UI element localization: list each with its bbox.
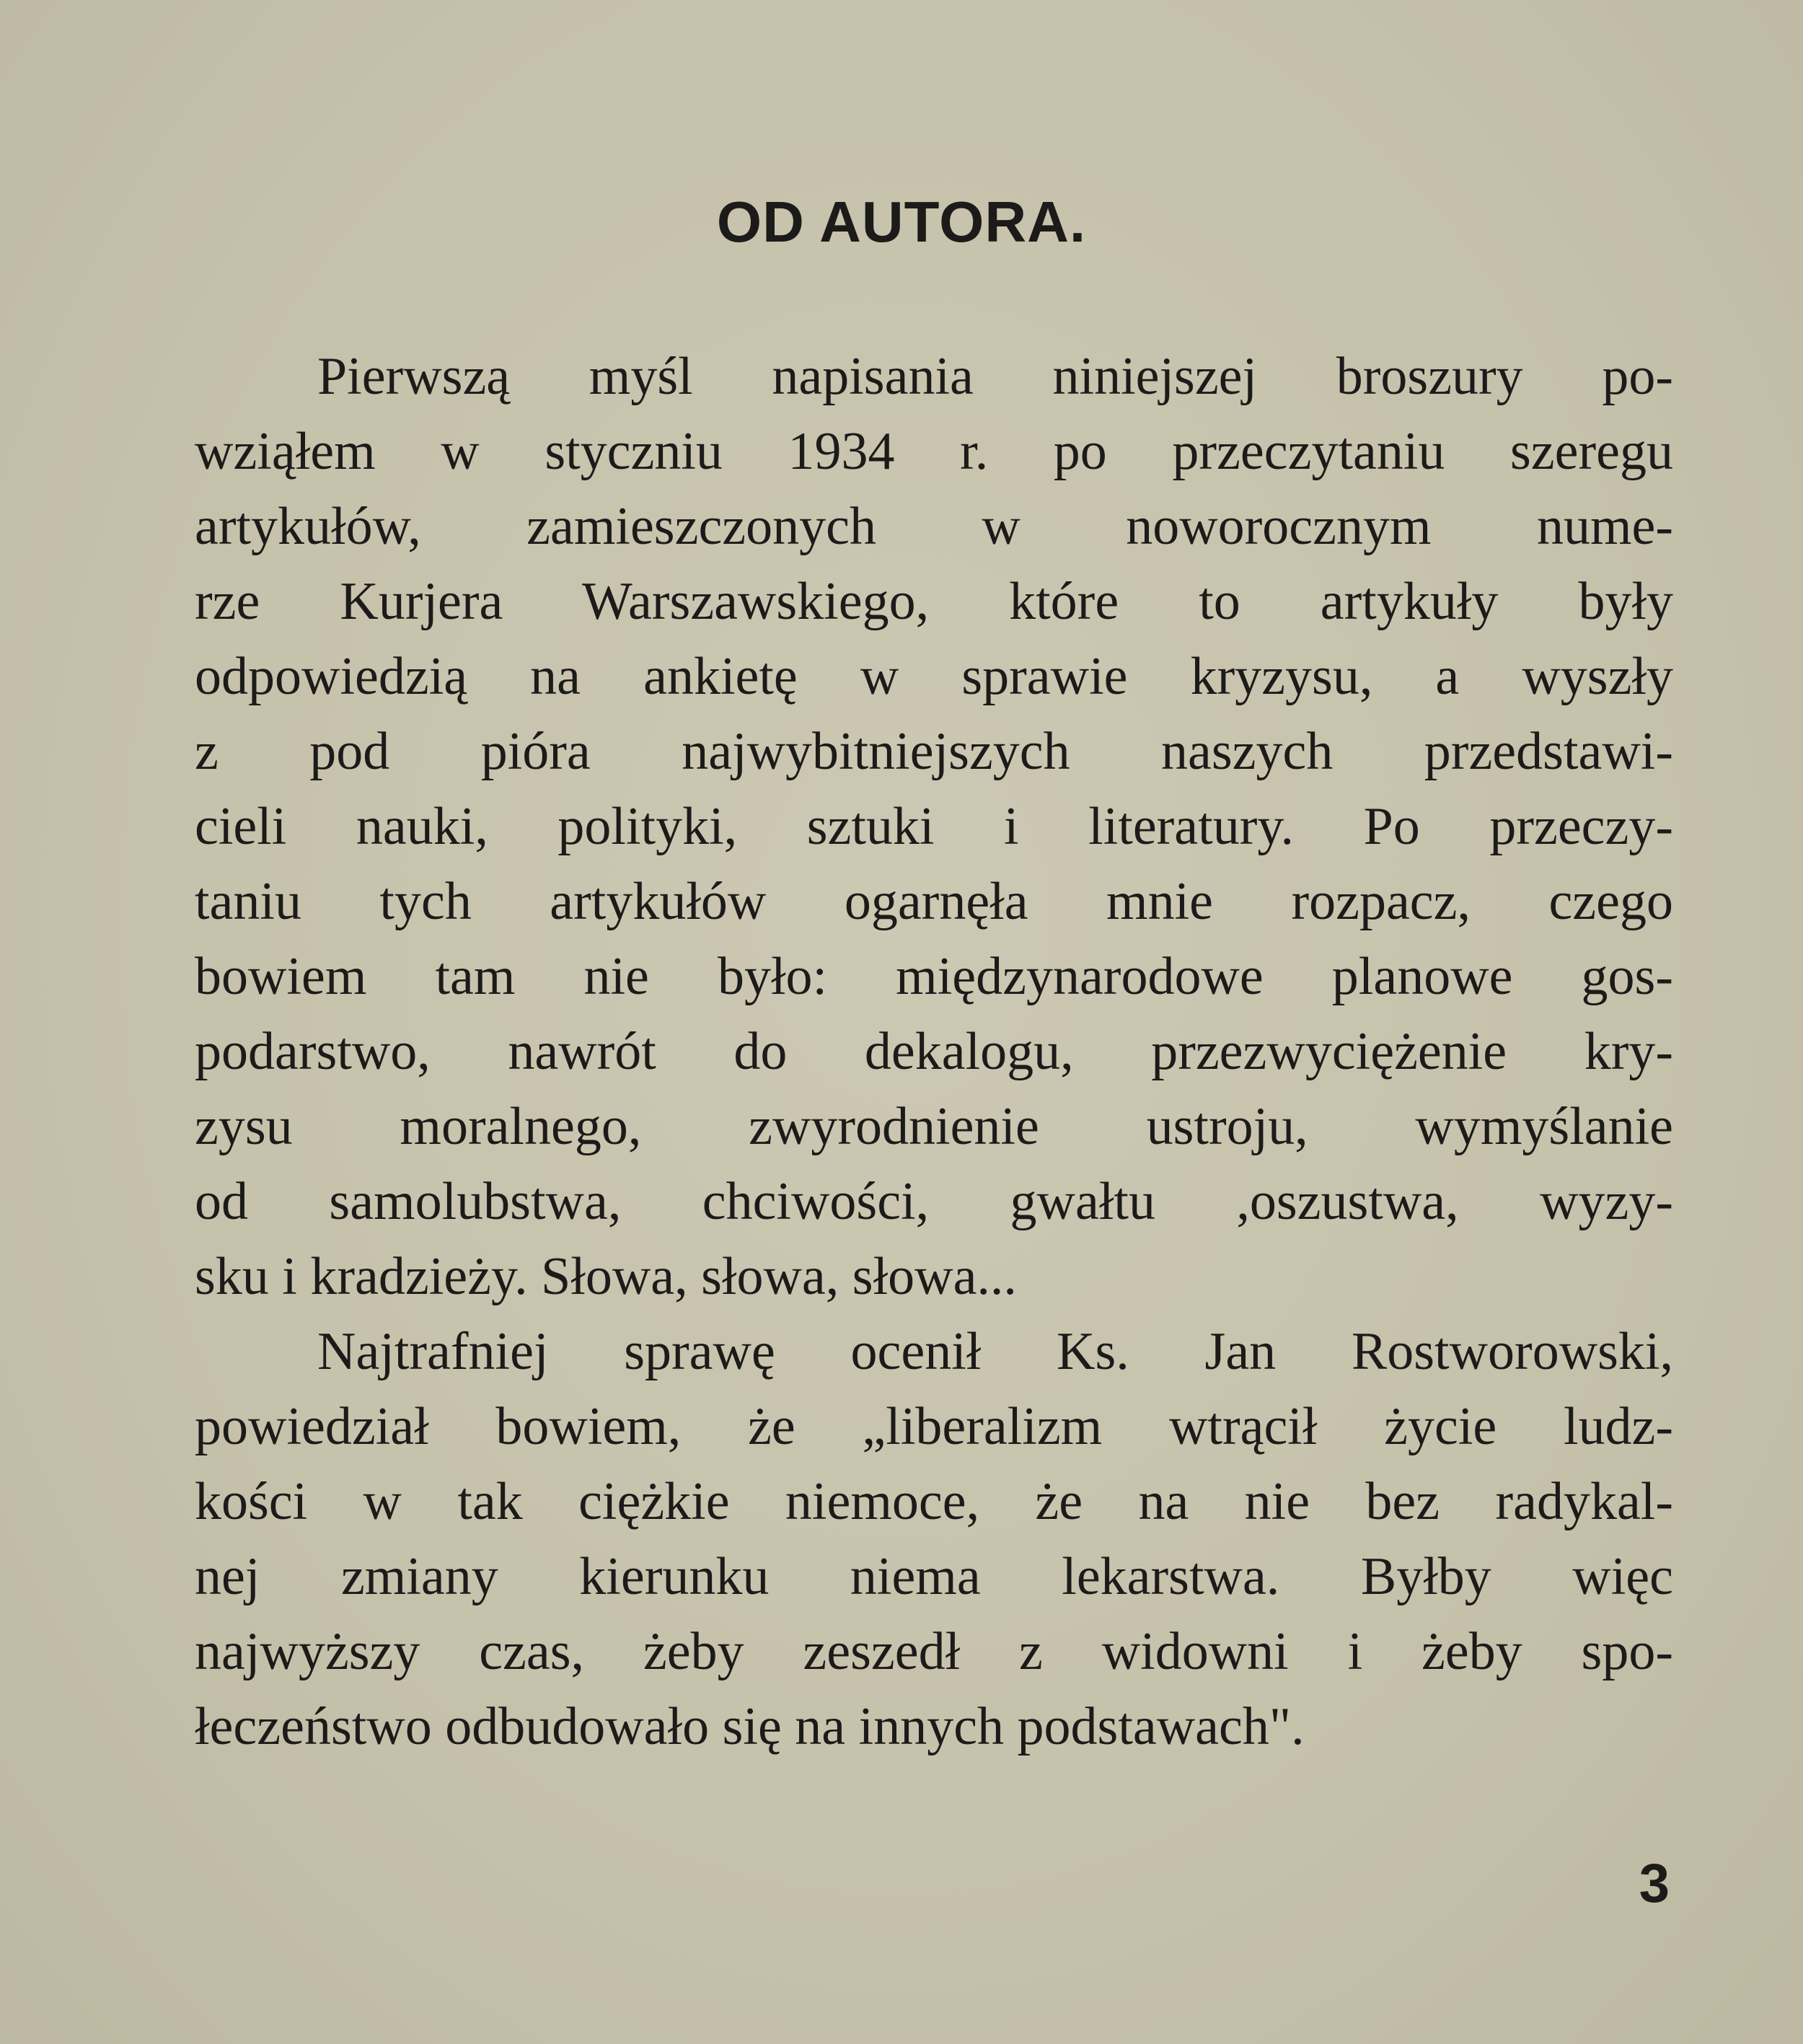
text-line: zysu moralnego, zwyrodnienie ustroju, wymyślanie xyxy=(195,1097,1673,1156)
text-line: kości w tak ciężkie niemoce, że na nie bez radykal- xyxy=(195,1472,1673,1531)
text-line: wziąłem w styczniu 1934 r. po przeczytaniu szeregu xyxy=(195,422,1673,481)
text-line: Pierwszą myśl napisania niniejszej broszury po- xyxy=(317,347,1673,406)
paragraph-2 xyxy=(195,1314,1673,1764)
chapter-heading: OD AUTORA. xyxy=(716,190,1087,254)
text-line: Najtrafniej sprawę ocenił Ks. Jan Rostworowski, xyxy=(317,1322,1673,1381)
text-line: odpowiedzią na ankietę w sprawie kryzysu, a wyszły xyxy=(195,647,1673,706)
page-number: 3 xyxy=(1639,1853,1670,1914)
paragraph-1 xyxy=(195,339,1673,1314)
text-line: łeczeństwo odbudowało się na innych podstawach". xyxy=(195,1697,1305,1756)
text-line: od samolubstwa, chciwości, gwałtu ,oszustwa, wyzy- xyxy=(195,1172,1673,1231)
text-line: najwyższy czas, żeby zeszedł z widowni i żeby spo- xyxy=(195,1622,1673,1681)
text-line: powiedział bowiem, że „liberalizm wtrącił życie ludz- xyxy=(195,1397,1673,1456)
text-line: bowiem tam nie było: międzynarodowe planowe gos- xyxy=(195,947,1673,1006)
text-line: sku i kradzieży. Słowa, słowa, słowa... xyxy=(195,1247,1017,1306)
text-line: artykułów, zamieszczonych w noworocznym nume- xyxy=(195,497,1673,556)
text-line: rze Kurjera Warszawskiego, które to artykuły były xyxy=(195,572,1673,631)
text-line: podarstwo, nawrót do dekalogu, przezwyciężenie kry- xyxy=(195,1022,1673,1081)
text-line: nej zmiany kierunku niema lekarstwa. Byłby więc xyxy=(195,1547,1673,1606)
text-line: cieli nauki, polityki, sztuki i literatury. Po przeczy- xyxy=(195,797,1673,856)
text-line: taniu tych artykułów ogarnęła mnie rozpacz, czego xyxy=(195,872,1673,931)
text-line: z pod pióra najwybitniejszych naszych przedstawi- xyxy=(195,722,1673,781)
page-body xyxy=(195,339,1673,1764)
